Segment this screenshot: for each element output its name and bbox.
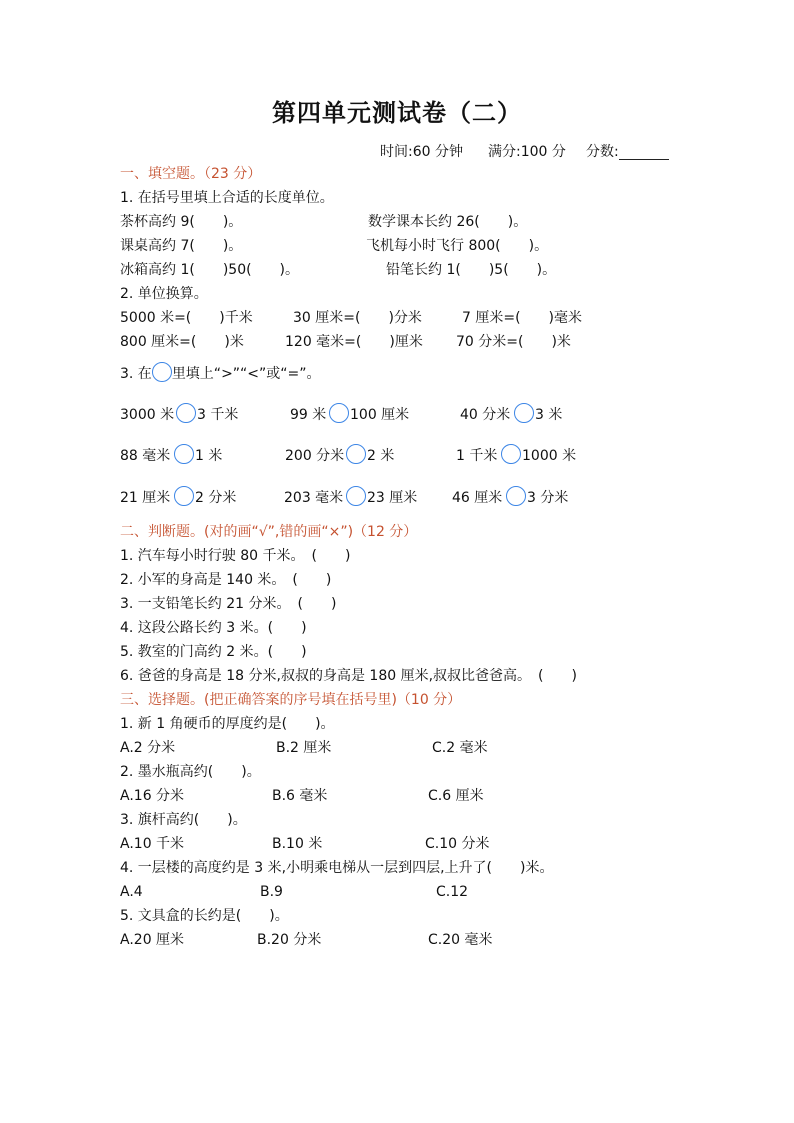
choice-option-c: C.10 分米 (425, 836, 490, 852)
compare-circle-icon (152, 362, 172, 382)
q2-item: 120 毫米=( )厘米 (285, 334, 423, 350)
q3-prompt-after: 里填上“>”“<”或“=”。 (171, 366, 321, 382)
choice-option-b: B.10 米 (272, 836, 323, 852)
judge-item: 1. 汽车每小时行驶 80 千米。 ( ) (120, 548, 351, 564)
q2-item: 7 厘米=( )毫米 (462, 310, 583, 326)
page-title: 第四单元测试卷（二） (272, 99, 522, 127)
choice-option-a: A.20 厘米 (120, 932, 185, 948)
choice-option-a: A.4 (120, 884, 143, 900)
q1-item: 冰箱高约 1( )50( )。 (120, 262, 300, 278)
q3-right: 3 千米 (197, 407, 239, 423)
choice-question: 1. 新 1 角硬币的厚度约是( )。 (120, 716, 335, 732)
compare-circle-input[interactable] (346, 486, 366, 506)
q2-item: 30 厘米=( )分米 (293, 310, 422, 326)
choice-option-a: A.2 分米 (120, 740, 176, 756)
q3-right: 100 厘米 (350, 407, 410, 423)
compare-circle-input[interactable] (346, 444, 366, 464)
compare-circle-input[interactable] (174, 486, 194, 506)
compare-circle-input[interactable] (329, 403, 349, 423)
q3-left: 1 千米 (456, 448, 498, 464)
q1-item: 铅笔长约 1( )5( )。 (386, 262, 557, 278)
q3-left: 200 分米 (285, 448, 345, 464)
q3-left: 40 分米 (460, 407, 511, 423)
q2-item: 5000 米=( )千米 (120, 310, 253, 326)
section-3-header: 三、选择题。(把正确答案的序号填在括号里)（10 分） (120, 692, 462, 708)
q1-prompt: 1. 在括号里填上合适的长度单位。 (120, 190, 334, 206)
q3-left: 3000 米 (120, 407, 175, 423)
judge-item: 3. 一支铅笔长约 21 分米。 ( ) (120, 596, 337, 612)
compare-circle-input[interactable] (506, 486, 526, 506)
choice-option-c: C.6 厘米 (428, 788, 484, 804)
q3-left: 21 厘米 (120, 490, 171, 506)
q1-item: 茶杯高约 9( )。 (120, 214, 243, 230)
q3-left: 203 毫米 (284, 490, 344, 506)
q3-right: 2 分米 (195, 490, 237, 506)
q1-item: 数学课本长约 26( )。 (368, 214, 528, 230)
choice-question: 2. 墨水瓶高约( )。 (120, 764, 261, 780)
q3-prompt (120, 366, 321, 382)
section-2-header: 二、判断题。(对的画“√”,错的画“×”)（12 分） (120, 524, 418, 540)
judge-item: 2. 小军的身高是 140 米。 ( ) (120, 572, 332, 588)
q3-left: 46 厘米 (452, 490, 503, 506)
choice-option-c: C.20 毫米 (428, 932, 493, 948)
q3-right: 1 米 (195, 448, 223, 464)
judge-item: 6. 爸爸的身高是 18 分米,叔叔的身高是 180 厘米,叔叔比爸爸高。 ( ) (120, 668, 577, 684)
compare-circle-input[interactable] (514, 403, 534, 423)
q3-left: 88 毫米 (120, 448, 171, 464)
choice-option-a: A.16 分米 (120, 788, 185, 804)
choice-option-b: B.20 分米 (257, 932, 322, 948)
choice-question: 3. 旗杆高约( )。 (120, 812, 247, 828)
q1-item: 课桌高约 7( )。 (120, 238, 243, 254)
choice-option-b: B.2 厘米 (276, 740, 332, 756)
compare-circle-input[interactable] (176, 403, 196, 423)
q1-item: 飞机每小时飞行 800( )。 (366, 238, 549, 254)
score-label: 分数: (586, 144, 619, 160)
q3-right: 2 米 (367, 448, 395, 464)
q3-right: 23 厘米 (367, 490, 418, 506)
score-field[interactable] (586, 144, 669, 160)
score-blank[interactable] (619, 145, 669, 160)
judge-item: 4. 这段公路长约 3 米。( ) (120, 620, 307, 636)
q3-left: 99 米 (290, 407, 327, 423)
section-1-header: 一、填空题。（23 分） (120, 166, 262, 182)
q3-right: 3 米 (535, 407, 563, 423)
choice-option-c: C.12 (436, 884, 469, 900)
q2-item: 800 厘米=( )米 (120, 334, 244, 350)
time-label: 时间:60 分钟 (380, 144, 463, 160)
q2-prompt: 2. 单位换算。 (120, 286, 208, 302)
q3-right: 1000 米 (522, 448, 577, 464)
choice-option-b: B.6 毫米 (272, 788, 328, 804)
choice-option-a: A.10 千米 (120, 836, 185, 852)
full-score-label: 满分:100 分 (488, 144, 566, 160)
choice-question: 5. 文具盒的长约是( )。 (120, 908, 289, 924)
q3-prompt-before: 3. 在 (120, 366, 152, 382)
choice-option-c: C.2 毫米 (432, 740, 488, 756)
q2-item: 70 分米=( )米 (456, 334, 571, 350)
q3-right: 3 分米 (527, 490, 569, 506)
judge-item: 5. 教室的门高约 2 米。( ) (120, 644, 307, 660)
choice-question: 4. 一层楼的高度约是 3 米,小明乘电梯从一层到四层,上升了( )米。 (120, 860, 554, 876)
choice-option-b: B.9 (260, 884, 283, 900)
compare-circle-input[interactable] (174, 444, 194, 464)
compare-circle-input[interactable] (501, 444, 521, 464)
